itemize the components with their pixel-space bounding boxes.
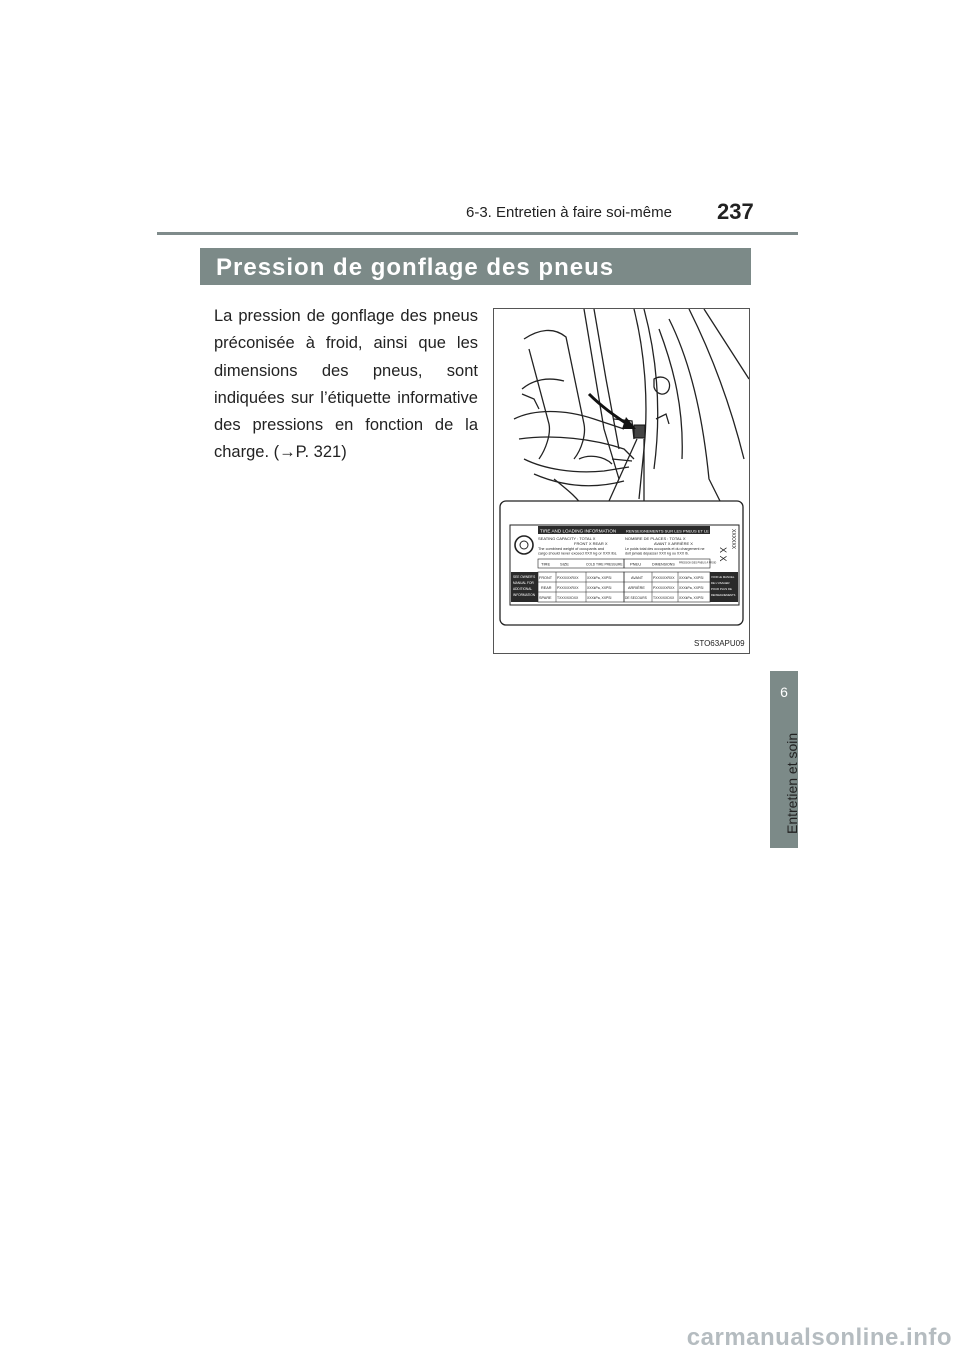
row-en-2-pos: REAR	[541, 586, 552, 590]
side-fr-line-2: DE L'USAGER	[711, 581, 730, 585]
row-en-1-pressure: XXXkPa, XXPSI	[587, 576, 612, 580]
seating-capacity-fr-detail: AVANT X ARRIÈRE X	[654, 541, 693, 546]
section-title: Pression de gonflage des pneus	[216, 254, 615, 281]
header-pressure-fr: PRESSION DES PNEUS À FROID	[679, 561, 717, 565]
seating-capacity-fr: NOMBRE DE PLACES : TOTAL X	[625, 536, 686, 541]
row-en-2-size: PXXX/XXRXX	[557, 586, 579, 590]
seat-drawing	[514, 309, 749, 509]
row-fr-3-pos: DE SECOURS	[625, 596, 647, 600]
row-en-2-pressure: XXXkPa, XXPSI	[587, 586, 612, 590]
side-en-line-1: SEE OWNER'S	[513, 575, 536, 579]
row-fr-3-pressure: XXXkPa, XXPSI	[679, 596, 704, 600]
tire-placard	[510, 525, 739, 605]
placard-xx: X X	[718, 547, 728, 562]
row-fr-2-size: PXXX/XXRXX	[653, 586, 675, 590]
side-fr-line-1: VOIR LE MANUEL	[711, 575, 735, 579]
row-fr-1-pos: AVANT	[631, 576, 644, 580]
weight-note-fr-1: Le poids total des occupants et du chargement ne	[625, 547, 705, 551]
row-fr-1-size: PXXX/XXRXX	[653, 576, 675, 580]
header-size-fr: DIMENSIONS	[652, 562, 675, 567]
body-paragraph: La pression de gonflage des pneus préconisée à froid, ainsi que les dimensions des pneus, sont indiquées sur l’étiquette informative des pressions en fonction de la charge. (→P. 321)	[214, 307, 478, 462]
pointer-arrowhead	[622, 417, 636, 429]
side-fr-line-3: POUR PLUS DE	[711, 587, 732, 591]
side-fr-line-4: RENSEIGNEMENTS	[711, 594, 736, 597]
side-en-line-2: MANUAL FOR	[513, 581, 534, 585]
figure-illustration	[494, 309, 749, 653]
weight-note-fr-2: doit jamais dépasser XXX kg ou XXX lb.	[625, 551, 689, 556]
row-en-3-pressure: XXXkPa, XXPSI	[587, 596, 612, 600]
header-size-en: SIZE	[560, 561, 569, 567]
placard-code-vertical: XXXXXX	[730, 529, 736, 550]
seating-capacity-en-detail: FRONT X REAR X	[574, 541, 608, 546]
figure-code: STO63APU09	[694, 639, 745, 648]
page-number: 237	[717, 199, 754, 224]
row-fr-2-pos: ARRIÈRE	[628, 586, 645, 590]
watermark: carmanualsonline.info	[686, 1324, 952, 1351]
side-en-line-3: ADDITIONAL	[513, 587, 533, 591]
side-en-line-4: INFORMATION	[513, 593, 536, 597]
weight-note-en-2: cargo should never exceed XXX kg or XXX lbs.	[538, 551, 618, 556]
row-en-1-size: PXXX/XXRXX	[557, 576, 579, 580]
seating-capacity-en: SEATING CAPACITY : TOTAL X	[538, 536, 596, 541]
row-en-1-pos: FRONT	[539, 576, 553, 580]
section-header: 6-3. Entretien à faire soi-même	[466, 204, 672, 221]
placard-title-en: TIRE AND LOADING INFORMATION	[540, 528, 617, 534]
placard-title-fr: RENSEIGNEMENTS SUR LES PNEUS ET LE CHARGEMENT	[626, 528, 739, 534]
row-en-3-pos: SPARE	[539, 596, 552, 600]
tire-icon	[515, 536, 533, 554]
label-location-marker	[634, 425, 645, 438]
chapter-label: Entretien et soin	[784, 732, 800, 834]
row-fr-3-size: TXXX/XXDXX	[653, 596, 675, 600]
section-banner	[200, 248, 751, 285]
tire-label-figure	[493, 308, 750, 654]
header-tire-fr: PNEU	[630, 561, 642, 567]
header-pressure-en: COLD TIRE PRESSURE	[586, 562, 623, 567]
row-fr-2-pressure: XXXkPa, XXPSI	[679, 586, 704, 590]
chapter-number: 6	[780, 684, 788, 700]
header-tire-en: TIRE	[541, 561, 551, 567]
weight-note-en-1: The combined weight of occupants and	[538, 547, 605, 551]
row-fr-1-pressure: XXXkPa, XXPSI	[679, 576, 704, 580]
row-en-3-size: TXXX/XXDXX	[557, 596, 579, 600]
header-rule	[157, 232, 798, 235]
